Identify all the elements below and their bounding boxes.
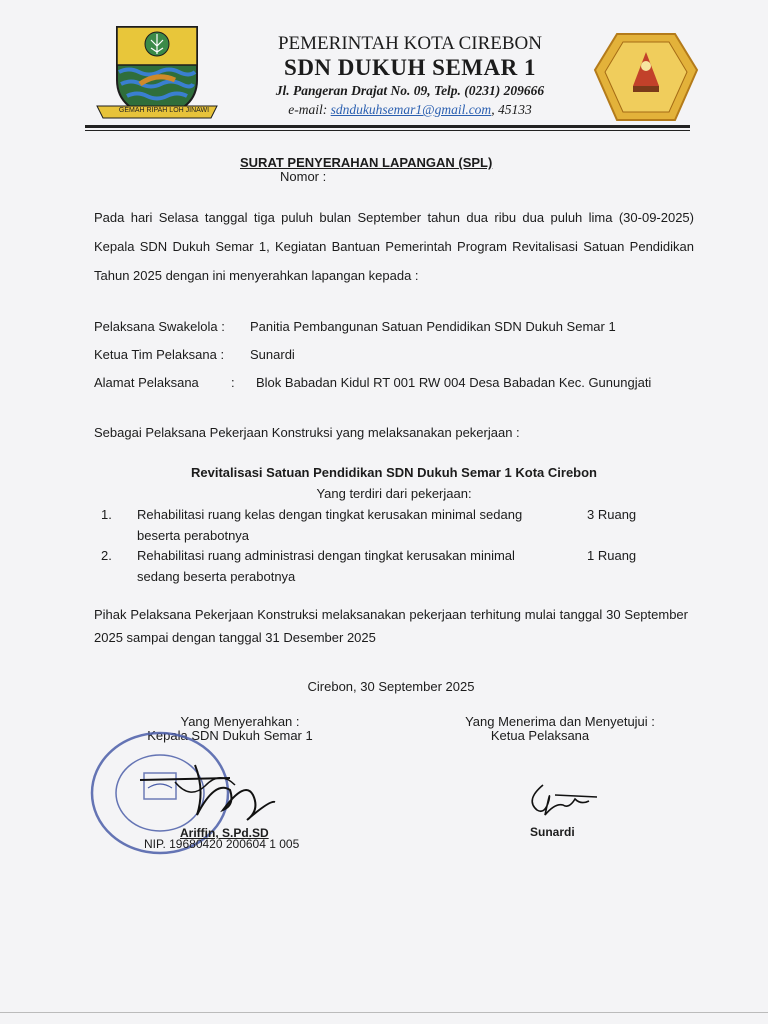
- detail-label-ketua: Ketua Tim Pelaksana :: [94, 347, 225, 362]
- right-role-2: Ketua Pelaksana: [490, 728, 590, 743]
- item-text: Rehabilitasi ruang administrasi dengan tingkat kerusakan minimal sedang beserta perabotnya: [137, 548, 515, 584]
- header-rule-thin: [85, 130, 690, 131]
- document-title: SURAT PENYERAHAN LAPANGAN (SPL): [240, 155, 493, 170]
- detail-value-pelaksana: Panitia Pembangunan Satuan Pendidikan SDN Dukuh Semar 1: [250, 319, 616, 334]
- opening-paragraph: Pada hari Selasa tanggal tiga puluh bulan September tahun dua ribu dua puluh lima (30-09-2025) Kepala SDN Dukuh Semar 1, Kegiatan Bantuan Pemerintah Program Revitalisasi Satuan Pendidikan Tahun 2025 dengan ini menyerahkan lapangan kepada :: [94, 210, 694, 283]
- kepala-nip: NIP. 19680420 200604 1 005: [144, 837, 300, 851]
- detail-label-alamat: Alamat Pelaksana: [94, 375, 199, 390]
- school-address: Jl. Pangeran Drajat No. 09, Telp. (0231) 209666: [275, 83, 545, 98]
- kepala-name: Ariffin, S.Pd.SD: [180, 826, 269, 840]
- signature-ketua: [515, 775, 605, 825]
- logo-motto: GEMAH RIPAH LOH JINAWI: [118, 107, 210, 114]
- item-quantity: 1 Ruang: [587, 548, 637, 563]
- work-intro: Sebagai Pelaksana Pekerjaan Konstruksi yang melaksanakan pekerjaan :: [94, 425, 520, 440]
- signature-kepala: [135, 760, 285, 830]
- item-number: 1.: [101, 507, 112, 522]
- school-logo: [593, 30, 699, 124]
- ketua-name: Sunardi: [530, 825, 575, 839]
- detail-value-alamat: Blok Babadan Kidul RT 001 RW 004 Desa Babadan Kec. Gunungjati: [256, 375, 652, 390]
- school-name: SDN DUKUH SEMAR 1: [284, 55, 536, 80]
- email-link[interactable]: sdndukuhsemar1@gmail.com: [330, 102, 492, 117]
- right-role-1: Yang Menerima dan Menyetujui :: [465, 714, 655, 729]
- header-rule-thick: [85, 125, 690, 128]
- government-name: PEMERINTAH KOTA CIREBON: [277, 33, 542, 54]
- detail-label-pelaksana: Pelaksana Swakelola :: [94, 319, 225, 334]
- email-prefix: e-mail:: [288, 102, 328, 117]
- school-contact: [230, 102, 590, 118]
- document-number: Nomor :: [280, 169, 327, 184]
- detail-value-ketua: Sunardi: [250, 347, 295, 362]
- item-text: Rehabilitasi ruang kelas dengan tingkat kerusakan minimal sedang beserta perabotnya: [137, 507, 523, 543]
- schedule-paragraph: Pihak Pelaksana Pekerjaan Konstruksi melaksanakan pekerjaan terhitung mulai tanggal 30 September 2025 sampai dengan tanggal 31 Desember 2025: [94, 607, 688, 645]
- page-edge: [0, 1012, 768, 1013]
- left-role-1: Yang Menyerahkan :: [180, 714, 300, 729]
- item-number: 2.: [101, 548, 112, 563]
- left-role-2: Kepala SDN Dukuh Semar 1: [147, 728, 313, 743]
- item-quantity: 3 Ruang: [587, 507, 637, 522]
- consists-of: Yang terdiri dari pekerjaan:: [316, 486, 472, 501]
- place-date: Cirebon, 30 September 2025: [307, 679, 475, 694]
- postal-code: , 45133: [491, 102, 532, 117]
- detail-colon-alamat: :: [231, 375, 235, 390]
- project-title: Revitalisasi Satuan Pendidikan SDN Dukuh Semar 1 Kota Cirebon: [191, 465, 597, 480]
